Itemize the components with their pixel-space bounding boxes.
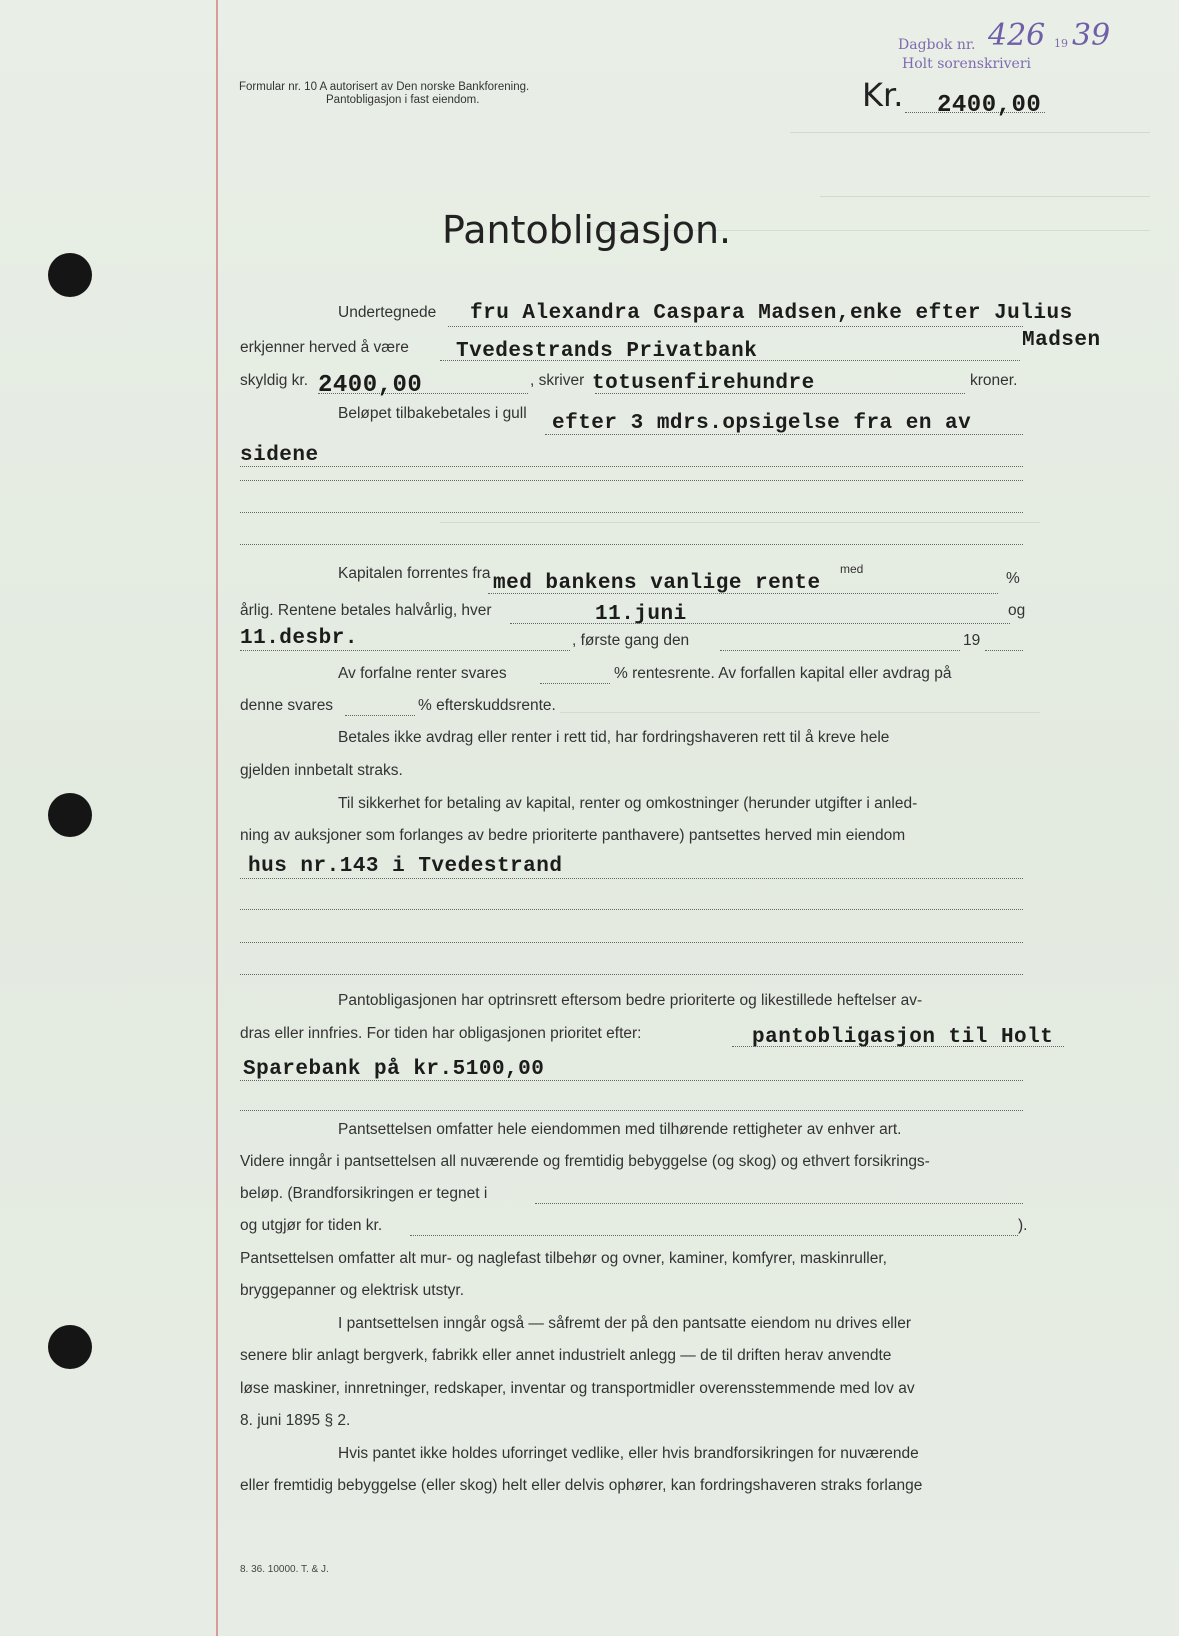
prioritet-line bbox=[732, 1046, 1064, 1047]
undertegnede-value: fru Alexandra Caspara Madsen,enke efter Julius bbox=[470, 302, 1073, 325]
bleed-through-text bbox=[440, 522, 1040, 537]
bergverk-text-2: senere blir anlagt bergverk, fabrikk eller annet industrielt anlegg — de til driften herav anvendte bbox=[240, 1347, 892, 1364]
betales-text-2: gjelden innbetalt straks. bbox=[240, 762, 403, 779]
kapital-line bbox=[488, 593, 998, 594]
prioritet-line-2 bbox=[240, 1080, 1023, 1081]
undertegnede-label: Undertegnede bbox=[338, 304, 437, 321]
form-header-line-2: Pantobligasjon i fast eiendom. bbox=[326, 94, 480, 106]
arlig-label: årlig. Rentene betales halvårlig, hver bbox=[240, 602, 492, 619]
prioritet-blank-line bbox=[240, 1110, 1023, 1111]
undertegnede-line bbox=[448, 326, 1023, 327]
eiendom-blank-line-3 bbox=[240, 974, 1023, 975]
skyldig-label: skyldig kr. bbox=[240, 372, 309, 389]
sikkerhet-text-1: Til sikkerhet for betaling av kapital, renter og omkostninger (herunder utgifter i anled- bbox=[338, 795, 918, 812]
forfalne-text-1a: Av forfalne renter svares bbox=[338, 665, 507, 682]
optrinsrett-text-2: dras eller innfries. For tiden har obligasjonen prioritet efter: bbox=[240, 1025, 642, 1042]
forste-line bbox=[720, 650, 960, 651]
belopet-value-2: sidene bbox=[240, 444, 319, 467]
omfatter-text-3: beløp. (Brandforsikringen er tegnet i bbox=[240, 1185, 488, 1202]
skyldig-value: 2400,00 bbox=[318, 372, 423, 399]
vedlike-text-1: Hvis pantet ikke holdes uforringet vedlike, eller hvis brandforsikringen for nuværende bbox=[338, 1445, 919, 1462]
forfalne-text-1b: % rentesrente. Av forfallen kapital eller avdrag på bbox=[614, 665, 952, 682]
bergverk-text-1: I pantsettelsen inngår også — såfremt der på den pantsatte eiendom nu drives eller bbox=[338, 1315, 911, 1332]
kapital-value: med bankens vanlige rente bbox=[493, 572, 821, 595]
kapital-percent: % bbox=[1006, 570, 1020, 587]
eiendom-blank-line-1 bbox=[240, 909, 1023, 910]
page-title: Pantobligasjon. bbox=[442, 208, 732, 252]
pantsettes-value: hus nr.143 i Tvedestrand bbox=[248, 855, 563, 878]
belopet-value: efter 3 mdrs.opsigelse fra en av bbox=[552, 412, 972, 435]
sikkerhet-text-2: ning av auksjoner som forlanges av bedre prioriterte panthavere) pantsettes herved min eiendom bbox=[240, 827, 906, 844]
kapital-superscript: med bbox=[840, 562, 864, 576]
optrinsrett-text-1: Pantobligasjonen har optrinsrett eftersom bedre prioriterte og likestillede heftelser av- bbox=[338, 992, 923, 1009]
forste-label: , første gang den bbox=[572, 632, 690, 649]
eiendom-blank-line-2 bbox=[240, 942, 1023, 943]
stamp-dagbok-label: Dagbok nr. bbox=[898, 37, 976, 53]
punch-hole-middle bbox=[48, 793, 92, 837]
punch-hole-top bbox=[48, 253, 92, 297]
erkjenner-label: erkjenner herved å være bbox=[240, 339, 409, 356]
forfalne-line-1 bbox=[540, 683, 610, 684]
tilbehor-text-2: bryggepanner og elektrisk utstyr. bbox=[240, 1282, 465, 1299]
bleed-through-text bbox=[820, 196, 1150, 211]
stamp-year-prefix: 19 bbox=[1054, 37, 1068, 50]
omfatter-text-4-end: ). bbox=[1018, 1217, 1028, 1234]
print-code: 8. 36. 10000. T. & J. bbox=[240, 1564, 329, 1575]
omfatter-text-2: Videre inngår i pantsettelsen all nuværende og fremtidig bebyggelse (og skog) og ethvert forsikrings- bbox=[240, 1153, 930, 1170]
skriver-label: , skriver bbox=[530, 372, 585, 389]
belopet-label: Beløpet tilbakebetales i gull bbox=[338, 405, 527, 422]
stamp-office: Holt sorenskriveri bbox=[902, 56, 1032, 72]
desbr-value: 11.desbr. bbox=[240, 627, 358, 650]
betales-text-1: Betales ikke avdrag eller renter i rett tid, har fordringshaveren rett til å kreve hele bbox=[338, 729, 890, 746]
handwritten-year: 39 bbox=[1072, 18, 1111, 53]
bergverk-text-3: løse maskiner, innretninger, redskaper, inventar og transportmidler overensstemmende med lov av bbox=[240, 1380, 915, 1397]
bleed-through-text bbox=[560, 712, 1040, 727]
belopet-line-2 bbox=[240, 466, 1023, 467]
undertegnede-value-2: Madsen bbox=[1022, 329, 1101, 352]
forfalne-text-2b: % efterskuddsrente. bbox=[418, 697, 556, 714]
pantsettes-line bbox=[240, 878, 1023, 879]
og-label: og bbox=[1008, 602, 1026, 619]
forste-year-line bbox=[985, 650, 1023, 651]
erkjenner-value: Tvedestrands Privatbank bbox=[456, 340, 758, 363]
punch-hole-bottom bbox=[48, 1325, 92, 1369]
desbr-line bbox=[240, 650, 570, 651]
kr-amount: 2400,00 bbox=[937, 92, 1042, 119]
omfatter-text-1: Pantsettelsen omfatter hele eiendommen med tilhørende rettigheter av enhver art. bbox=[338, 1121, 902, 1138]
forfalne-text-2a: denne svares bbox=[240, 697, 334, 714]
belopet-line bbox=[545, 434, 1023, 435]
blank-line-2 bbox=[240, 512, 1023, 513]
blank-line-1 bbox=[240, 480, 1023, 481]
skriver-value: totusenfirehundre bbox=[592, 372, 815, 395]
arlig-value: 11.juni bbox=[595, 603, 687, 626]
kr-label: Kr. bbox=[862, 76, 904, 114]
tilbehor-text-1: Pantsettelsen omfatter alt mur- og naglefast tilbehør og ovner, kaminer, komfyrer, maskinruller, bbox=[240, 1250, 887, 1267]
vedlike-text-2: eller fremtidig bebyggelse (eller skog) helt eller delvis ophører, kan fordringshaveren straks forlange bbox=[240, 1477, 923, 1494]
prioritet-value: pantobligasjon til Holt bbox=[752, 1026, 1054, 1049]
kapital-label: Kapitalen forrentes fra bbox=[338, 565, 491, 582]
form-header-line-1: Formular nr. 10 A autorisert av Den norske Bankforening. bbox=[239, 81, 530, 93]
kroner-label: kroner. bbox=[970, 372, 1018, 389]
prioritet-value-2: Sparebank på kr.5100,00 bbox=[243, 1058, 545, 1081]
forfalne-line-2 bbox=[345, 715, 415, 716]
handwritten-dagbok-number: 426 bbox=[988, 18, 1046, 53]
forste-year: 19 bbox=[963, 632, 981, 649]
brandforsikring-line bbox=[535, 1203, 1023, 1204]
blank-line-3 bbox=[240, 544, 1023, 545]
utgjor-line bbox=[410, 1235, 1018, 1236]
arlig-line bbox=[510, 623, 1010, 624]
omfatter-text-4: og utgjør for tiden kr. bbox=[240, 1217, 383, 1234]
bleed-through-text bbox=[790, 132, 1150, 147]
bergverk-text-4: 8. juni 1895 § 2. bbox=[240, 1412, 351, 1429]
red-margin-line bbox=[216, 0, 218, 1636]
